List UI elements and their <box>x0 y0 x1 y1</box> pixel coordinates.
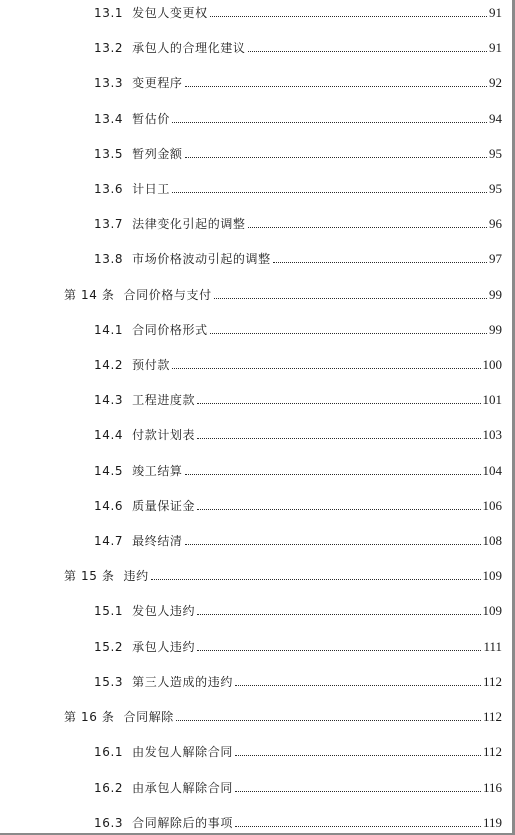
dot-leader <box>214 297 487 299</box>
toc-entry[interactable] <box>94 739 502 759</box>
toc-entry-number: 13.7 <box>94 217 124 231</box>
dot-leader <box>151 578 481 580</box>
toc-entry-title: 变更程序 <box>132 76 183 90</box>
toc-entry-page: 94 <box>489 111 502 126</box>
toc-entry-title: 质量保证金 <box>132 499 196 513</box>
dot-leader <box>185 85 487 87</box>
toc-entry-title: 合同解除后的事项 <box>132 816 233 830</box>
toc-entry-page: 95 <box>489 181 502 196</box>
toc-entry-number: 16.3 <box>94 816 124 830</box>
toc-entry-number: 14.2 <box>94 358 124 372</box>
dot-leader <box>172 121 487 123</box>
toc-chapter-title: 违约 <box>123 569 149 583</box>
toc-entry[interactable] <box>94 176 502 196</box>
toc-entry-page: 100 <box>482 357 502 372</box>
toc-entry[interactable] <box>94 493 502 513</box>
toc-entry[interactable] <box>94 669 502 689</box>
toc-entry-title: 计日工 <box>132 182 170 196</box>
toc-entry-page: 116 <box>482 780 502 795</box>
dot-leader <box>197 402 480 404</box>
toc-entry-title: 合同价格形式 <box>132 323 208 337</box>
toc-entry[interactable] <box>94 70 502 90</box>
toc-entry-title: 发包人变更权 <box>132 6 208 20</box>
toc-entry-number: 14.5 <box>94 464 124 478</box>
toc-entry-title: 承包人违约 <box>132 640 196 654</box>
toc-entry[interactable] <box>94 0 502 20</box>
toc-entry-page: 112 <box>482 674 502 689</box>
toc-entry-title: 发包人违约 <box>132 604 196 618</box>
toc-chapter-entry[interactable] <box>64 704 502 724</box>
toc-entry-title: 最终结清 <box>132 534 183 548</box>
toc-entry[interactable] <box>94 528 502 548</box>
toc-chapter-page: 109 <box>482 568 502 583</box>
toc-entry-page: 104 <box>482 463 502 478</box>
dot-leader <box>197 437 480 439</box>
toc-entry-title: 法律变化引起的调整 <box>132 217 246 231</box>
toc-entry[interactable] <box>94 211 502 231</box>
dot-leader <box>185 543 481 545</box>
dot-leader <box>210 332 487 334</box>
toc-chapter-title: 合同价格与支付 <box>123 288 212 302</box>
dot-leader <box>235 684 481 686</box>
toc-entry-page: 111 <box>483 639 502 654</box>
toc-entry[interactable] <box>94 458 502 478</box>
toc-entry-number: 13.2 <box>94 41 124 55</box>
toc-entry-number: 14.4 <box>94 428 124 442</box>
toc-entry-page: 99 <box>489 322 502 337</box>
toc-entry-page: 91 <box>489 5 502 20</box>
toc-entry-page: 91 <box>489 40 502 55</box>
toc-entry-number: 15.2 <box>94 640 124 654</box>
toc-entry-page: 95 <box>489 146 502 161</box>
toc-entry-page: 103 <box>482 427 502 442</box>
toc-entry-title: 承包人的合理化建议 <box>132 41 246 55</box>
toc-chapter-page: 99 <box>489 287 502 302</box>
dot-leader <box>197 613 480 615</box>
toc-entry[interactable] <box>94 634 502 654</box>
toc-entry-title: 工程进度款 <box>132 393 196 407</box>
toc-entry[interactable] <box>94 141 502 161</box>
dot-leader <box>235 825 481 827</box>
toc-entry-number: 13.8 <box>94 252 124 266</box>
toc-entry-number: 13.1 <box>94 6 124 20</box>
toc-entry-number: 15.3 <box>94 675 124 689</box>
dot-leader <box>197 508 480 510</box>
toc-entry[interactable] <box>94 352 502 372</box>
toc-entry-number: 14.7 <box>94 534 124 548</box>
toc-entry-number: 13.4 <box>94 112 124 126</box>
toc-entry-number: 13.3 <box>94 76 124 90</box>
dot-leader <box>185 156 487 158</box>
toc-chapter-title: 合同解除 <box>123 710 174 724</box>
toc-chapter-entry[interactable] <box>64 282 502 302</box>
dot-leader <box>235 790 481 792</box>
toc-chapter-number: 第 15 条 <box>64 569 115 583</box>
toc-entry-number: 15.1 <box>94 604 124 618</box>
toc-entry[interactable] <box>94 422 502 442</box>
toc-entry[interactable] <box>94 810 502 830</box>
toc-entry-number: 13.5 <box>94 147 124 161</box>
toc-entry-title: 由发包人解除合同 <box>132 745 233 759</box>
toc-entry-page: 109 <box>482 603 502 618</box>
toc-entry-title: 第三人造成的违约 <box>132 675 233 689</box>
toc-entry[interactable] <box>94 246 502 266</box>
toc-entry[interactable] <box>94 598 502 618</box>
toc-entry-number: 14.1 <box>94 323 124 337</box>
toc-entry-title: 暂估价 <box>132 112 170 126</box>
toc-entry-title: 预付款 <box>132 358 170 372</box>
toc-entry[interactable] <box>94 106 502 126</box>
toc-entry[interactable] <box>94 775 502 795</box>
toc-chapter-number: 第 16 条 <box>64 710 115 724</box>
toc-chapter-entry[interactable] <box>64 563 502 583</box>
dot-leader <box>197 649 481 651</box>
toc-entry-page: 96 <box>489 216 502 231</box>
toc-chapter-number: 第 14 条 <box>64 288 115 302</box>
dot-leader <box>185 473 481 475</box>
toc-entry-number: 16.2 <box>94 781 124 795</box>
dot-leader <box>248 226 487 228</box>
toc-entry-title: 市场价格波动引起的调整 <box>132 252 271 266</box>
toc-entry-page: 119 <box>482 815 502 830</box>
toc-entry-number: 14.6 <box>94 499 124 513</box>
toc-entry[interactable] <box>94 35 502 55</box>
dot-leader <box>210 15 487 17</box>
toc-entry-title: 付款计划表 <box>132 428 196 442</box>
toc-entry-page: 112 <box>482 744 502 759</box>
toc-entry-number: 14.3 <box>94 393 124 407</box>
toc-entry-number: 13.6 <box>94 182 124 196</box>
toc-entry-title: 暂列金额 <box>132 147 183 161</box>
dot-leader <box>235 754 481 756</box>
dot-leader <box>172 367 481 369</box>
dot-leader <box>176 719 481 721</box>
toc-entry-page: 106 <box>482 498 502 513</box>
toc-entry-page: 101 <box>482 392 502 407</box>
toc-entry-page: 97 <box>489 251 502 266</box>
toc-chapter-page: 112 <box>482 709 502 724</box>
toc-entry-number: 16.1 <box>94 745 124 759</box>
toc-entry-title: 由承包人解除合同 <box>132 781 233 795</box>
toc-entry-page: 108 <box>482 533 502 548</box>
toc-entry[interactable] <box>94 387 502 407</box>
toc-entry-title: 竣工结算 <box>132 464 183 478</box>
dot-leader <box>248 50 487 52</box>
toc-entry[interactable] <box>94 317 502 337</box>
toc-entry-page: 92 <box>489 75 502 90</box>
dot-leader <box>273 261 487 263</box>
dot-leader <box>172 191 487 193</box>
